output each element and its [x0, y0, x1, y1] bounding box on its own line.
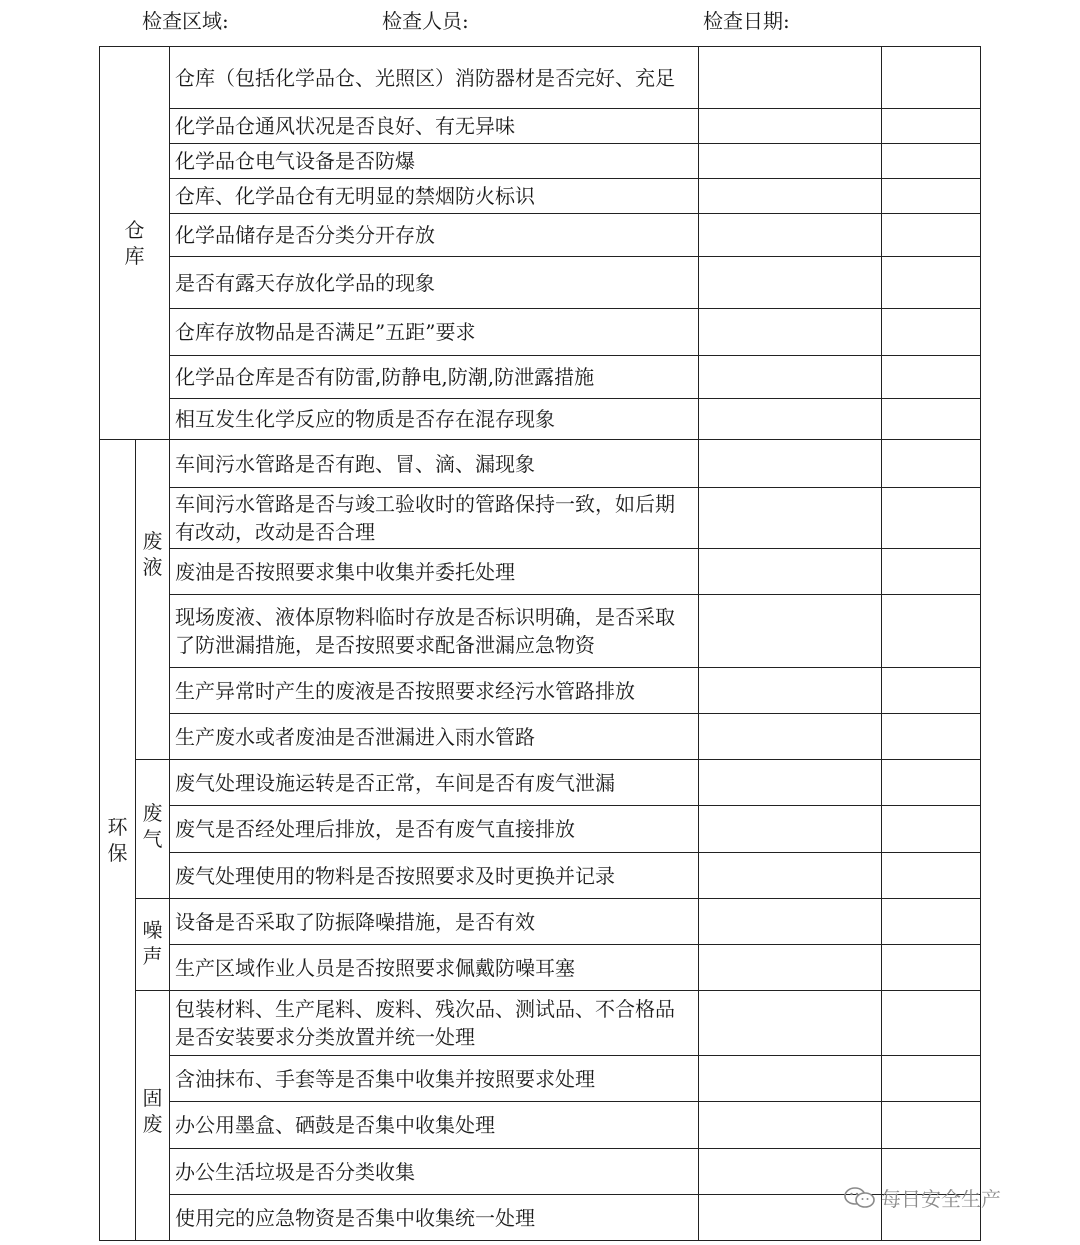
result-cell[interactable] [699, 144, 882, 179]
watermark-text: 每日安全生产 [881, 1187, 1001, 1211]
result-cell[interactable] [699, 991, 882, 1056]
result-cell[interactable] [699, 668, 882, 714]
result-cell[interactable] [699, 47, 882, 109]
result-cell[interactable] [699, 356, 882, 399]
table-row [100, 309, 981, 356]
table-row [100, 440, 981, 488]
subcategory-waste-liquid: 废液 [136, 440, 170, 760]
remark-cell[interactable] [882, 399, 981, 440]
remark-cell[interactable] [882, 356, 981, 399]
check-item: 化学品仓通风状况是否良好、有无异味 [170, 109, 699, 144]
result-cell[interactable] [699, 1056, 882, 1102]
check-item: 设备是否采取了防振降噪措施，是否有效 [170, 899, 699, 945]
table-row [100, 806, 981, 853]
result-cell[interactable] [699, 945, 882, 991]
result-cell[interactable] [699, 595, 882, 668]
result-cell[interactable] [699, 257, 882, 309]
remark-cell[interactable] [882, 668, 981, 714]
remark-cell[interactable] [882, 806, 981, 853]
result-cell[interactable] [699, 214, 882, 257]
check-item: 车间污水管路是否与竣工验收时的管路保持一致，如后期有改动，改动是否合理 [170, 488, 699, 549]
check-item: 生产区域作业人员是否按照要求佩戴防噪耳塞 [170, 945, 699, 991]
result-cell[interactable] [699, 399, 882, 440]
inspector-label: 检查人员: [382, 9, 469, 33]
table-row [100, 257, 981, 309]
check-item: 仓库存放物品是否满足”五距”要求 [170, 309, 699, 356]
category-warehouse: 仓库 [100, 47, 170, 440]
check-item: 办公用墨盒、硒鼓是否集中收集处理 [170, 1102, 699, 1149]
result-cell[interactable] [699, 899, 882, 945]
inspection-date-label: 检查日期: [703, 9, 790, 33]
remark-cell[interactable] [882, 714, 981, 760]
check-item: 生产异常时产生的废液是否按照要求经污水管路排放 [170, 668, 699, 714]
remark-cell[interactable] [882, 309, 981, 356]
check-item: 废气是否经处理后排放，是否有废气直接排放 [170, 806, 699, 853]
subcategory-noise: 噪声 [136, 899, 170, 991]
table-row [100, 214, 981, 257]
check-item: 车间污水管路是否有跑、冒、滴、漏现象 [170, 440, 699, 488]
check-item: 化学品仓库是否有防雷,防静电,防潮,防泄露措施 [170, 356, 699, 399]
wechat-icon [843, 1186, 877, 1215]
check-item: 化学品储存是否分类分开存放 [170, 214, 699, 257]
check-item: 废油是否按照要求集中收集并委托处理 [170, 549, 699, 595]
remark-cell[interactable] [882, 899, 981, 945]
table-row [100, 714, 981, 760]
subcategory-waste-gas: 废气 [136, 760, 170, 899]
table-row [100, 356, 981, 399]
check-item: 现场废液、液体原物料临时存放是否标识明确，是否采取了防泄漏措施，是否按照要求配备泄漏应急物资 [170, 595, 699, 668]
result-cell[interactable] [699, 440, 882, 488]
check-item: 仓库、化学品仓有无明显的禁烟防火标识 [170, 179, 699, 214]
remark-cell[interactable] [882, 549, 981, 595]
check-item: 生产废水或者废油是否泄漏进入雨水管路 [170, 714, 699, 760]
table-row [100, 47, 981, 109]
result-cell[interactable] [699, 488, 882, 549]
table-row [100, 853, 981, 899]
table-row [100, 1102, 981, 1149]
result-cell[interactable] [699, 549, 882, 595]
table-row [100, 760, 981, 806]
category-environmental: 环保 [100, 440, 136, 1241]
check-item: 废气处理使用的物料是否按照要求及时更换并记录 [170, 853, 699, 899]
table-row [100, 1056, 981, 1102]
remark-cell[interactable] [882, 760, 981, 806]
table-row [100, 899, 981, 945]
subcategory-solid-waste: 固废 [136, 991, 170, 1241]
result-cell[interactable] [699, 109, 882, 144]
inspection-checklist-table [99, 46, 981, 1241]
watermark [843, 1183, 1001, 1215]
check-item: 包装材料、生产尾料、废料、残次品、测试品、不合格品是否安装要求分类放置并统一处理 [170, 991, 699, 1056]
remark-cell[interactable] [882, 1102, 981, 1149]
check-item: 仓库（包括化学品仓、光照区）消防器材是否完好、充足 [170, 47, 699, 109]
check-item: 使用完的应急物资是否集中收集统一处理 [170, 1195, 699, 1241]
remark-cell[interactable] [882, 991, 981, 1056]
remark-cell[interactable] [882, 109, 981, 144]
result-cell[interactable] [699, 853, 882, 899]
check-item: 相互发生化学反应的物质是否存在混存现象 [170, 399, 699, 440]
check-item: 是否有露天存放化学品的现象 [170, 257, 699, 309]
check-item: 化学品仓电气设备是否防爆 [170, 144, 699, 179]
table-row [100, 595, 981, 668]
remark-cell[interactable] [882, 488, 981, 549]
remark-cell[interactable] [882, 144, 981, 179]
check-item: 办公生活垃圾是否分类收集 [170, 1149, 699, 1195]
remark-cell[interactable] [882, 47, 981, 109]
result-cell[interactable] [699, 179, 882, 214]
check-item: 含油抹布、手套等是否集中收集并按照要求处理 [170, 1056, 699, 1102]
remark-cell[interactable] [882, 945, 981, 991]
remark-cell[interactable] [882, 853, 981, 899]
table-row [100, 668, 981, 714]
table-row [100, 179, 981, 214]
remark-cell[interactable] [882, 257, 981, 309]
table-row [100, 991, 981, 1056]
table-row [100, 109, 981, 144]
table-row [100, 488, 981, 549]
remark-cell[interactable] [882, 179, 981, 214]
table-row [100, 549, 981, 595]
remark-cell[interactable] [882, 214, 981, 257]
table-row [100, 144, 981, 179]
result-cell[interactable] [699, 1102, 882, 1149]
check-item: 废气处理设施运转是否正常，车间是否有废气泄漏 [170, 760, 699, 806]
result-cell[interactable] [699, 714, 882, 760]
result-cell[interactable] [699, 309, 882, 356]
result-cell[interactable] [699, 806, 882, 853]
remark-cell[interactable] [882, 440, 981, 488]
inspection-area-label: 检查区域: [142, 9, 229, 33]
table-row [100, 945, 981, 991]
remark-cell[interactable] [882, 1056, 981, 1102]
result-cell[interactable] [699, 760, 882, 806]
remark-cell[interactable] [882, 595, 981, 668]
table-row [100, 399, 981, 440]
